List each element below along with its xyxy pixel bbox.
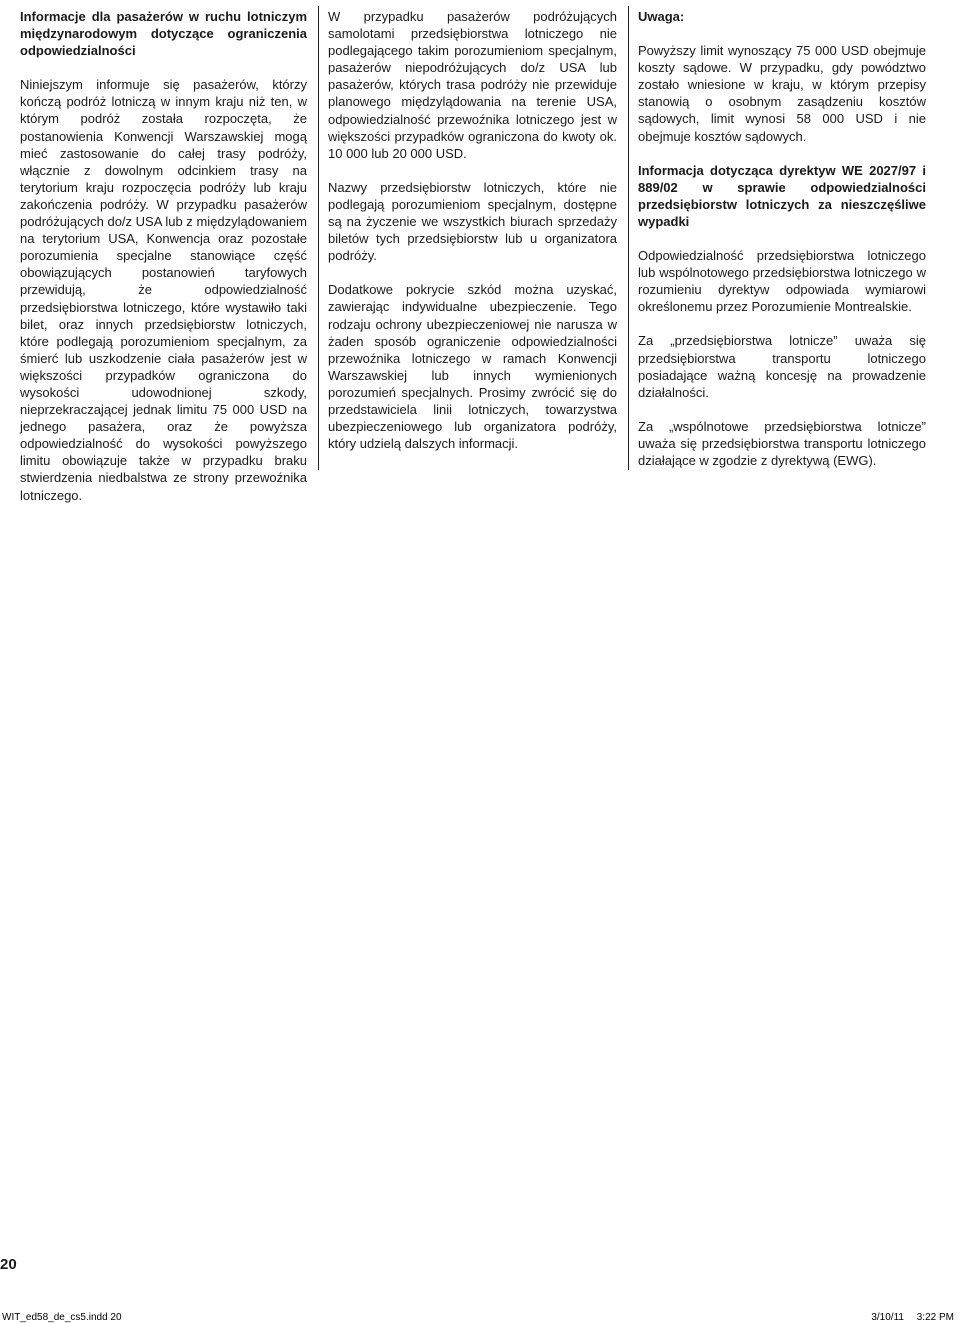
print-slug-file: WIT_ed58_de_cs5.indd 20 <box>2 1312 122 1323</box>
section-heading-ec-directives: Informacja dotycząca dyrektyw WE 2027/97 i 889/02 w sprawie odpowiedzialności przedsiębiorstw lotniczych za nieszczęśliwe wypadki <box>638 162 926 229</box>
slug-date: 3/10/11 <box>871 1312 904 1323</box>
paragraph-additional-insurance: Dodatkowe pokrycie szkód można uzyskać, zawierając indywidualne ubezpieczenie. Tego rodzaju ochrony ubezpieczeniowej nie narusza w żaden sposób ograniczenie odpowiedzialności przewoźnika lotniczego w ramach Konwencji Warszawskiej lub innych wymienionych porozumień specjalnych. Prosimy zwrócić się do przedstawiciela linii lotniczych, towarzystwa ubezpieczeniowego lub organizatora podróży, który udzielą dalszych informacji. <box>328 282 617 452</box>
paragraph-carrier-names: Nazwy przedsiębiorstw lotniczych, które nie podlegają porozumieniom specjalnym, dostępne są na życzenie we wszystkich biurach sprzedaży biletów tych przedsiębiorstw lub u organizatora podróży. <box>328 179 617 264</box>
section-heading-liability: Informacje dla pasażerów w ruchu lotniczym międzynarodowym dotyczące ograniczenia odpowiedzialności <box>20 9 307 59</box>
column-1 <box>20 8 307 521</box>
column-divider <box>628 6 629 470</box>
paragraph-warsaw-convention: Niniejszym informuje się pasażerów, którzy kończą podróż lotniczą w innym kraju niż ten, w którym podróż została rozpoczęta, że postanowienia Konwencji Warszawskiej mogą mieć zastosowanie do całej trasy podróży, włącznie z dowolnym odcinkiem trasy na terytorium kraju rozpoczęcia podróży lub kraju zakończenia podróży. W przypadku pasażerów podróżujących do/z USA lub z międzylądowaniem na terytorium USA, Konwencja oraz pozostałe porozumienia specjalne stanowiące część obowiązujących postanowień taryfowych przewidują, że odpowiedzialność przedsiębiorstwa lotniczego, które wystawiło taki bilet, oraz innych przedsiębiorstw lotniczych, które podlegają porozumieniom specjalnym, za śmierć lub uszkodzenie ciała pasażerów jest w większości przypadków ograniczona do wysokości udowodnionej szkody, nieprzekraczającej jednak limitu 75 000 USD na jednego pasażera, oraz że powyższa odpowiedzialność do wysokości powyższego limitu obowiązuje także w przypadku braku stwierdzenia niedbalstwa ze strony przewoźnika lotniczego. <box>20 77 307 503</box>
column-2 <box>328 8 617 469</box>
column-3 <box>638 8 926 486</box>
note-heading: Uwaga: <box>638 9 685 24</box>
paragraph-montreal-agreement: Odpowiedzialność przedsiębiorstwa lotniczego lub wspólnotowego przedsiębiorstwa lotniczego w rozumieniu dyrektyw odpowiada wymiarowi określonemu przez Porozumienie Montrealskie. <box>638 248 926 315</box>
paragraph-community-airline-definition: Za „wspólnotowe przedsiębiorstwa lotnicze” uważa się przedsiębiorstwa transportu lotniczego działające w zgodzie z dyrektywą (EWG). <box>638 418 926 468</box>
print-slug-timestamp <box>871 1312 954 1323</box>
page-number: 20 <box>0 1256 17 1273</box>
column-divider <box>318 6 319 470</box>
paragraph-non-special-carriers: W przypadku pasażerów podróżujących samolotami przedsiębiorstwa lotniczego nie podlegającego takim porozumieniom specjalnym, pasażerów niepodróżujących do/z USA lub pasażerów, których trasa podróży nie przewiduje planowego międzylądowania na terenie USA, odpowiedzialność przewoźnika lotniczego jest w większości przypadków ograniczona do kwoty ok. 10 000 lub 20 000 USD. <box>328 9 617 161</box>
paragraph-airline-definition: Za „przedsiębiorstwa lotnicze” uważa się przedsiębiorstwa transportu lotniczego posiadające ważną koncesję na prowadzenie działalności. <box>638 333 926 400</box>
paragraph-limit-note: Powyższy limit wynoszący 75 000 USD obejmuje koszty sądowe. W przypadku, gdy powództwo zostało wniesione w kraju, w którym przepisy stanowią o osobnym zasądzeniu kosztów sądowych, limit wynosi 58 000 USD i nie obejmuje kosztów sądowych. <box>638 43 926 144</box>
slug-time: 3:22 PM <box>916 1312 954 1323</box>
